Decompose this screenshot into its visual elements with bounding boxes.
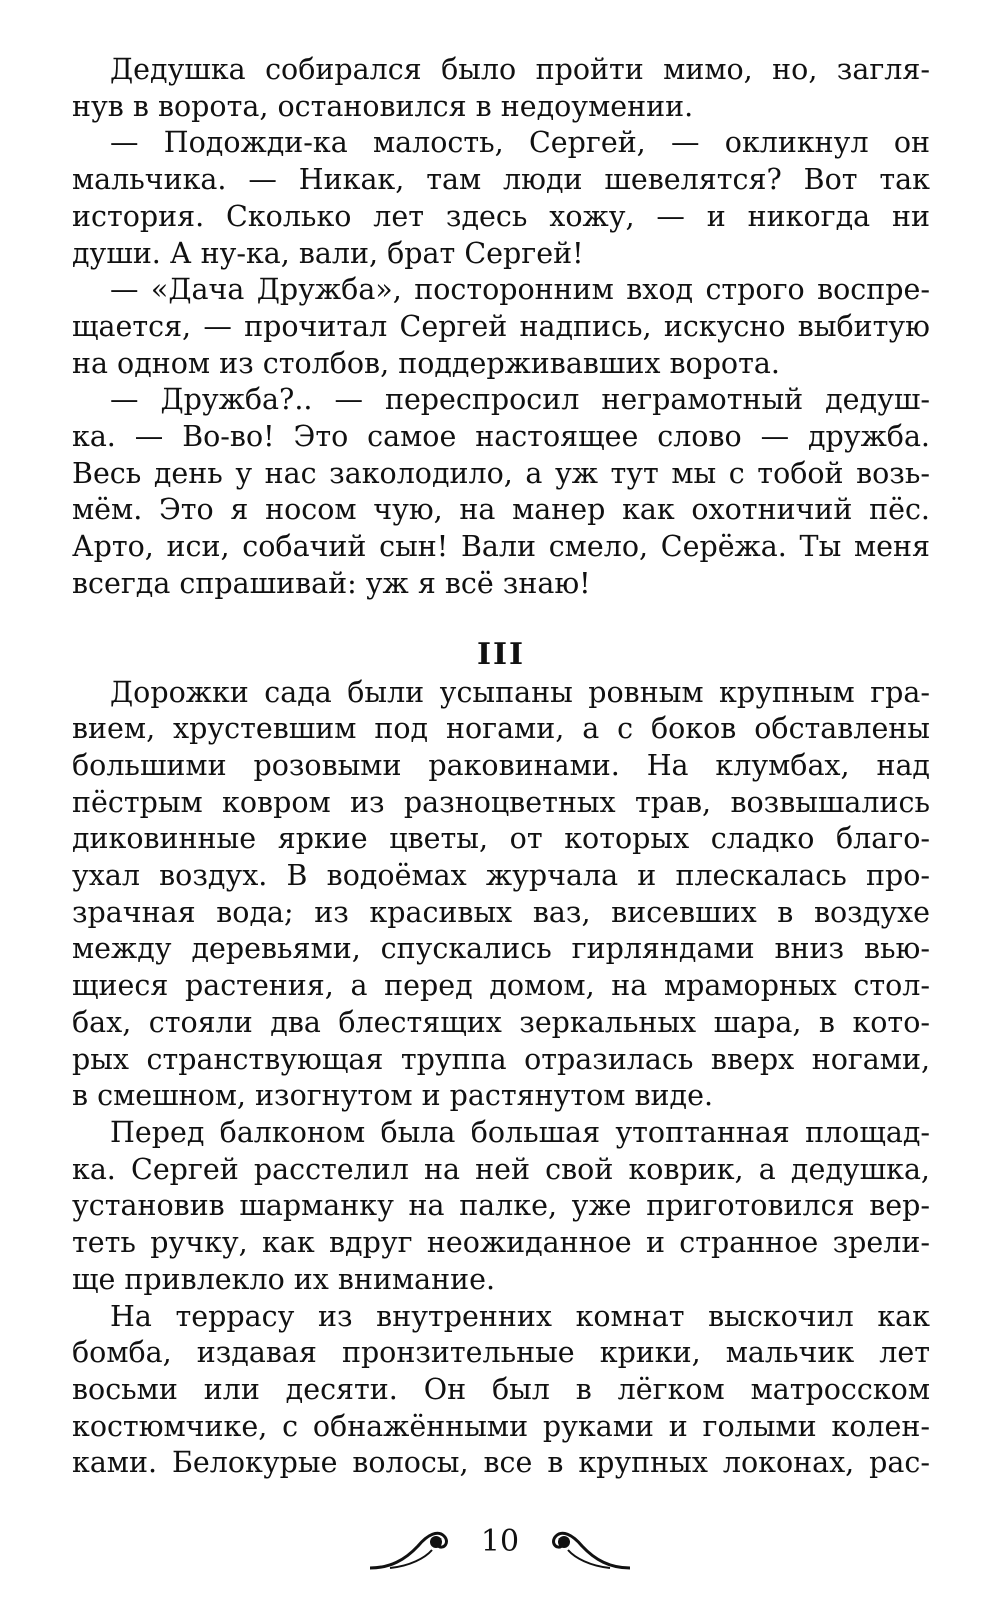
- paragraph: [72, 382, 930, 602]
- text-line: установив шарманку на палке, уже приготовился вер-: [72, 1189, 930, 1223]
- text-line: — Подожди-ка малость, Сергей, — окликнул он: [110, 126, 930, 160]
- book-page: [72, 52, 930, 1482]
- text-line: ухал воздух. В водоёмах журчала и плескалась про-: [72, 859, 930, 893]
- page-number: 10: [480, 1524, 520, 1559]
- text-line: теть ручку, как вдруг неожиданное и странное зрели-: [72, 1226, 930, 1260]
- text-line: в смешном, изогнутом и растянутом виде.: [72, 1079, 714, 1113]
- text-line: зрачная вода; из красивых ваз, висевших в воздухе: [72, 895, 930, 929]
- text-line: бомба, издавая пронзительные крики, мальчик лет: [72, 1336, 930, 1370]
- paragraph: [72, 675, 930, 1115]
- text-line: мальчика. — Никак, там люди шевелятся? Вот так: [72, 163, 930, 197]
- paragraph: [72, 52, 930, 125]
- text-line: ками. Белокурые волосы, все в крупных локонах, рас-: [72, 1446, 930, 1480]
- paragraph: [72, 272, 930, 382]
- text-line: ка. — Во-во! Это самое настоящее слово — дружба.: [72, 420, 930, 454]
- paragraph: [72, 1115, 930, 1299]
- text-line: восьми или десяти. Он был в лёгком матросском: [72, 1372, 930, 1406]
- text-line: большими розовыми раковинами. На клумбах, над: [72, 748, 930, 782]
- text-line: души. А ну-ка, вали, брат Сергей!: [72, 236, 584, 270]
- chapter-heading: III: [476, 636, 526, 672]
- text-line: — Дружба?.. — переспросил неграмотный дедуш-: [110, 383, 930, 417]
- text-line: Перед балконом была большая утоптанная площад-: [110, 1115, 930, 1149]
- text-line: Дедушка собирался было пройти мимо, но, загля-: [110, 53, 930, 86]
- text-line: Весь день у нас заколодило, а уж тут мы с тобой возь-: [72, 456, 930, 490]
- text-line: на одном из столбов, поддерживавших ворота.: [72, 346, 780, 380]
- text-line: мём. Это я носом чую, на манер как охотничий пёс.: [72, 493, 930, 527]
- text-line: пёстрым ковром из разноцветных трав, возвышались: [72, 785, 930, 819]
- text-line: между деревьями, спускались гирляндами вниз вью-: [72, 932, 930, 966]
- text-line: вием, хрустевшим под ногами, а с боков обставлены: [72, 712, 930, 746]
- text-line: рых странствующая труппа отразилась вверх ногами,: [72, 1042, 930, 1076]
- text-line: история. Сколько лет здесь хожу, — и никогда ни: [72, 199, 930, 233]
- text-line: ще привлекло их внимание.: [72, 1262, 496, 1296]
- text-line: ка. Сергей расстелил на ней свой коврик, а дедушка,: [72, 1152, 930, 1186]
- page-footer: [0, 1510, 1000, 1580]
- text-line: костюмчике, с обнажёнными руками и голыми колен-: [72, 1409, 930, 1443]
- text-block-before-chapter: [72, 52, 930, 603]
- text-line: бах, стояли два блестящих зеркальных шара, в кото-: [72, 1005, 930, 1039]
- text-line: — «Дача Дружба», посторонним вход строго воспре-: [110, 273, 930, 307]
- paragraph: [72, 125, 930, 272]
- text-line: нув в ворота, остановился в недоумении.: [72, 89, 694, 123]
- text-line: всегда спрашивай: уж я всё знаю!: [72, 566, 591, 600]
- text-block-after-chapter: [72, 675, 930, 1482]
- text-line: На террасу из внутренних комнат выскочил как: [110, 1299, 930, 1333]
- text-line: щается, — прочитал Сергей надпись, искусно выбитую: [72, 309, 930, 343]
- paragraph: [72, 1299, 930, 1483]
- text-line: Дорожки сада были усыпаны ровным крупным гра-: [110, 675, 930, 709]
- text-line: диковинные яркие цветы, от которых сладко благо-: [72, 822, 930, 856]
- text-line: Арто, иси, собачий сын! Вали смело, Серёжа. Ты меня: [72, 530, 930, 564]
- text-line: щиеся растения, а перед домом, на мраморных стол-: [72, 969, 930, 1003]
